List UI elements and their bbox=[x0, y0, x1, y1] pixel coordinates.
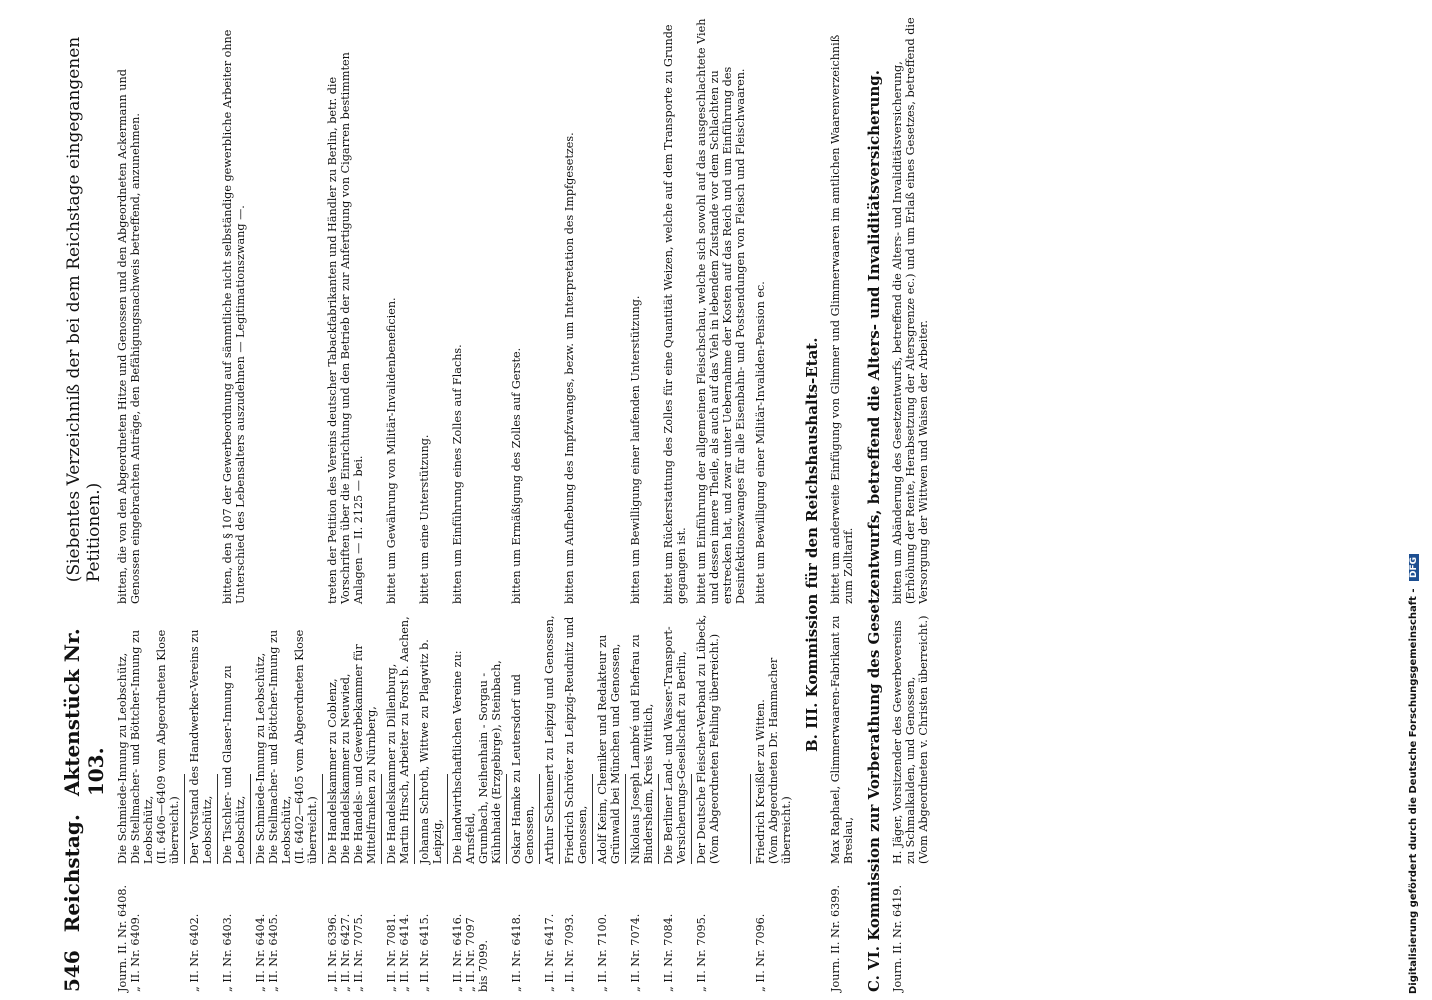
petition-row bbox=[510, 12, 536, 992]
journal-reference: „ II. Nr. 6418. bbox=[510, 913, 523, 992]
journal-reference: „ II. Nr. 6416. „ II. Nr. 7097 bis 7099. bbox=[451, 913, 490, 992]
section-b-heading: B. III. Kommission für den Reichshaushalts-Etat. bbox=[803, 337, 821, 752]
row-separator bbox=[559, 774, 560, 864]
petitioner: Adolf Keim, Chemiker und Redakteur zu Grünwald bei München und Genossen, bbox=[596, 634, 622, 864]
request-text: bitten um Aufhebung des Impfzwanges, bezw. um Interpretation des Impfgesetzes. bbox=[563, 132, 576, 604]
header-mid: Aktenstück Nr. 103. bbox=[60, 628, 108, 797]
petitioner: Oskar Hamke zu Leutersdorf und Genossen, bbox=[510, 674, 536, 864]
petition-row bbox=[543, 12, 556, 992]
petition-row bbox=[629, 12, 655, 992]
journal-reference: „ II. Nr. 6396. „ II. Nr. 6427. „ II. Nr. 7075. bbox=[326, 913, 365, 992]
request-text: bitten um Bewilligung einer laufenden Unterstützung. bbox=[629, 295, 642, 604]
petitioner: Die landwirthschaftlichen Vereine zu: Arnsfeld, Grumbach, Neihenhain - Sorgau - Kühnhaide (Erzgebirge), Steinbach, bbox=[451, 650, 503, 864]
request-text: bittet um Gewährung von Militär-Invalidenbeneficien. bbox=[385, 297, 398, 604]
petitioner: Die Tischler- und Glaser-Innung zu Leobschütz, bbox=[221, 665, 247, 864]
request-text: bitten um Ermäßigung des Zolles auf Gerste. bbox=[510, 347, 523, 604]
row-separator bbox=[539, 774, 540, 864]
petitioner: Johanna Schroth, Wittwe zu Plagwitz b. Leipzig, bbox=[418, 639, 444, 864]
journal-reference: Journ. II. Nr. 6419. bbox=[891, 884, 904, 992]
petition-row bbox=[563, 12, 589, 992]
petition-row bbox=[188, 12, 214, 992]
petition-row bbox=[451, 12, 503, 992]
petition-row bbox=[254, 12, 319, 992]
journal-reference: „ II. Nr. 7100. bbox=[596, 913, 609, 992]
row-separator bbox=[750, 774, 751, 864]
petition-row bbox=[221, 12, 247, 992]
credit-text: Digitalisierung gefördert durch die Deutsche Forschungsgemeinschaft - bbox=[1408, 588, 1419, 994]
journal-reference: „ II. Nr. 7093. bbox=[563, 913, 576, 992]
journal-reference: „ II. Nr. 7074. bbox=[629, 913, 642, 992]
petitioner: Die Schmiede-Innung zu Leobschütz, Die Stellmacher- und Böttcher-Innung zu Leobschütz, (II. 6402—6405 vom Abgeordneten Klose überreicht.) bbox=[254, 629, 319, 864]
petition-row bbox=[754, 12, 793, 992]
row-separator bbox=[658, 774, 659, 864]
request-text bbox=[188, 12, 214, 604]
row-separator bbox=[322, 774, 323, 864]
request-text bbox=[596, 12, 622, 604]
journal-reference: Journ. II. Nr. 6399. bbox=[829, 884, 842, 992]
row-separator bbox=[625, 774, 626, 864]
page-number: 546 bbox=[60, 950, 84, 992]
journal-reference: „ II. Nr. 6417. bbox=[543, 913, 556, 992]
row-separator bbox=[184, 774, 185, 864]
petitioner: Friedrich Kreißler zu Witten. (Vom Abgeordneten Dr. Hammacher überreicht.) bbox=[754, 657, 793, 864]
petition-row bbox=[116, 12, 181, 992]
petitioner: Nikolaus Joseph Lambré und Ehefrau zu Bindersheim, Kreis Wittlich, bbox=[629, 634, 655, 864]
petitioner: Der Vorstand des Handwerker-Vereins zu Leobschütz, bbox=[188, 629, 214, 864]
page-header bbox=[60, 12, 108, 992]
petitioner: Die Berliner Land- und Wasser-Transport-Versicherungs-Gesellschaft zu Berlin, bbox=[662, 626, 688, 864]
petition-list-b bbox=[829, 12, 855, 992]
row-separator bbox=[447, 774, 448, 864]
request-text: bittet um Rückerstattung des Zolles für eine Quantität Weizen, welche auf dem Transporte zu Grunde gegangen ist. bbox=[662, 24, 688, 604]
petition-list-c bbox=[891, 12, 930, 992]
petition-list-a bbox=[116, 12, 793, 992]
row-separator bbox=[217, 774, 218, 864]
row-separator bbox=[691, 774, 692, 864]
request-text bbox=[543, 12, 556, 604]
petition-row bbox=[418, 12, 444, 992]
petitioner: Die Schmiede-Innung zu Leobschütz, Die Stellmacher- und Böttcher-Innung zu Leobschütz, (II. 6406—6409 vom Abgeordneten Klose überreicht.) bbox=[116, 629, 181, 864]
journal-reference: „ II. Nr. 7096. bbox=[754, 913, 767, 992]
request-text: bitten, den § 107 der Gewerbeordnung auf sämmtliche nicht selbständige gewerbliche Arbeiter ohne Unterschied des Lebensalters auszudehnen — Legitimationszwang —. bbox=[221, 29, 247, 604]
row-separator bbox=[506, 774, 507, 864]
row-separator bbox=[414, 774, 415, 864]
request-text bbox=[254, 12, 319, 604]
petitioner: Friedrich Schröter zu Leipzig-Reudnitz und Genossen, bbox=[563, 616, 589, 864]
petitioner: Die Handelskammer zu Coblenz, Die Handelskammer zu Neuwied, Die Handels- und Gewerbekammer für Mittelfranken zu Nürnberg, bbox=[326, 644, 378, 864]
row-separator bbox=[592, 774, 593, 864]
digitization-credit bbox=[1404, 6, 1426, 994]
petition-row bbox=[662, 12, 688, 992]
petition-row bbox=[385, 12, 411, 992]
journal-reference: „ II. Nr. 7084. bbox=[662, 913, 675, 992]
request-text: bitten um Einführung eines Zolles auf Flachs. bbox=[451, 344, 464, 604]
journal-reference: „ II. Nr. 6402. bbox=[188, 913, 201, 992]
petition-row bbox=[829, 12, 855, 992]
petition-row bbox=[326, 12, 378, 992]
row-separator bbox=[381, 774, 382, 864]
journal-reference: „ II. Nr. 6403. bbox=[221, 913, 234, 992]
petitioner: Arthur Scheunert zu Leipzig und Genossen, bbox=[543, 615, 556, 864]
dfg-logo: DFG bbox=[1409, 554, 1419, 581]
petition-row bbox=[596, 12, 622, 992]
petitioner: Die Handelskammer zu Dillenburg, Martin Hirsch, Arbeiter zu Forst b. Aachen, bbox=[385, 616, 411, 864]
request-text: treten der Petition des Vereins deutscher Tabackfabrikanten und Händler zu Berlin, betr. die Vorschriften über die Einrichtung und den Betrieb der zur Anfertigung von Cigarren bestimmten Anlagen — II. 2125 — bei. bbox=[326, 52, 365, 604]
page-title: (Siebentes Verzeichniß der bei dem Reichstage eingegangenen Petitionen.) bbox=[64, 36, 104, 583]
header-left: Reichstag. bbox=[60, 814, 84, 933]
petition-row bbox=[891, 12, 930, 992]
petitioner: Max Raphael, Glimmerwaaren-Fabrikant zu Breslau, bbox=[829, 615, 855, 864]
row-separator bbox=[250, 774, 251, 864]
petitioner: Der Deutsche Fleischer-Verband zu Lübeck, (Vom Abgeordneten Fehling überreicht.) bbox=[695, 614, 721, 864]
journal-reference: „ II. Nr. 7081. „ II. Nr. 6414. bbox=[385, 913, 411, 992]
journal-reference: „ II. Nr. 6404. „ II. Nr. 6405. bbox=[254, 913, 280, 992]
journal-reference: Journ. II. Nr. 6408. „ II. Nr. 6409. bbox=[116, 884, 142, 992]
journal-reference: „ II. Nr. 7095. bbox=[695, 913, 708, 992]
petitioner: H. Jäger, Vorsitzender des Gewerbevereins zu Schmalkalden, und Genossen, (Vom Abgeordneten v. Christen überreicht.) bbox=[891, 615, 930, 864]
request-text: bittet um anderweite Einfügung von Glimmer und Glimmerwaaren im amtlichen Waarenverzeichniß zum Zolltarif. bbox=[829, 34, 855, 604]
petition-row bbox=[695, 12, 747, 992]
request-text: bittet um Bewilligung einer Militär-Invaliden-Pension ec. bbox=[754, 281, 767, 604]
journal-reference: „ II. Nr. 6415. bbox=[418, 913, 431, 992]
request-text: bittet um eine Unterstützung. bbox=[418, 434, 431, 604]
section-c-heading: C. VI. Kommission zur Vorberathung des Gesetzentwurfs, betreffend die Alters- und Invaliditätsversicherung. bbox=[865, 70, 883, 992]
page-content bbox=[60, 12, 1390, 992]
request-text: bittet um Einführung der allgemeinen Fleischschau, welche sich sowohl auf das ausgeschlachtete Vieh und dessen innere Theile, als auch auf das Vieh in lebendem Zustande vor dem Schlachten zu erstrecken hat, und zwar unter Uebernahme der Kosten auf das Reich und um Einführung des Desinfektionszwanges für alle Eisenbahn- und Postsendungen von Fleisch und Fleischwaaren. bbox=[695, 18, 747, 604]
request-text: bitten, die von den Abgeordneten Hitze und Genossen und den Abgeordneten Ackermann und Genossen eingebrachten Anträge, den Befähigungsnachweis betreffend, anzunehmen. bbox=[116, 69, 142, 604]
request-text: bitten um Abänderung des Gesetzentwurfs, betreffend die Alters- und Invaliditätsversicherung, (Erhöhung der Rente, Herabsetzung der Altersgrenze ec.) und um Erlaß eines Gesetzes, betreffend die Versorgung der Wittwen und Waisen der Arbeiter. bbox=[891, 17, 930, 604]
